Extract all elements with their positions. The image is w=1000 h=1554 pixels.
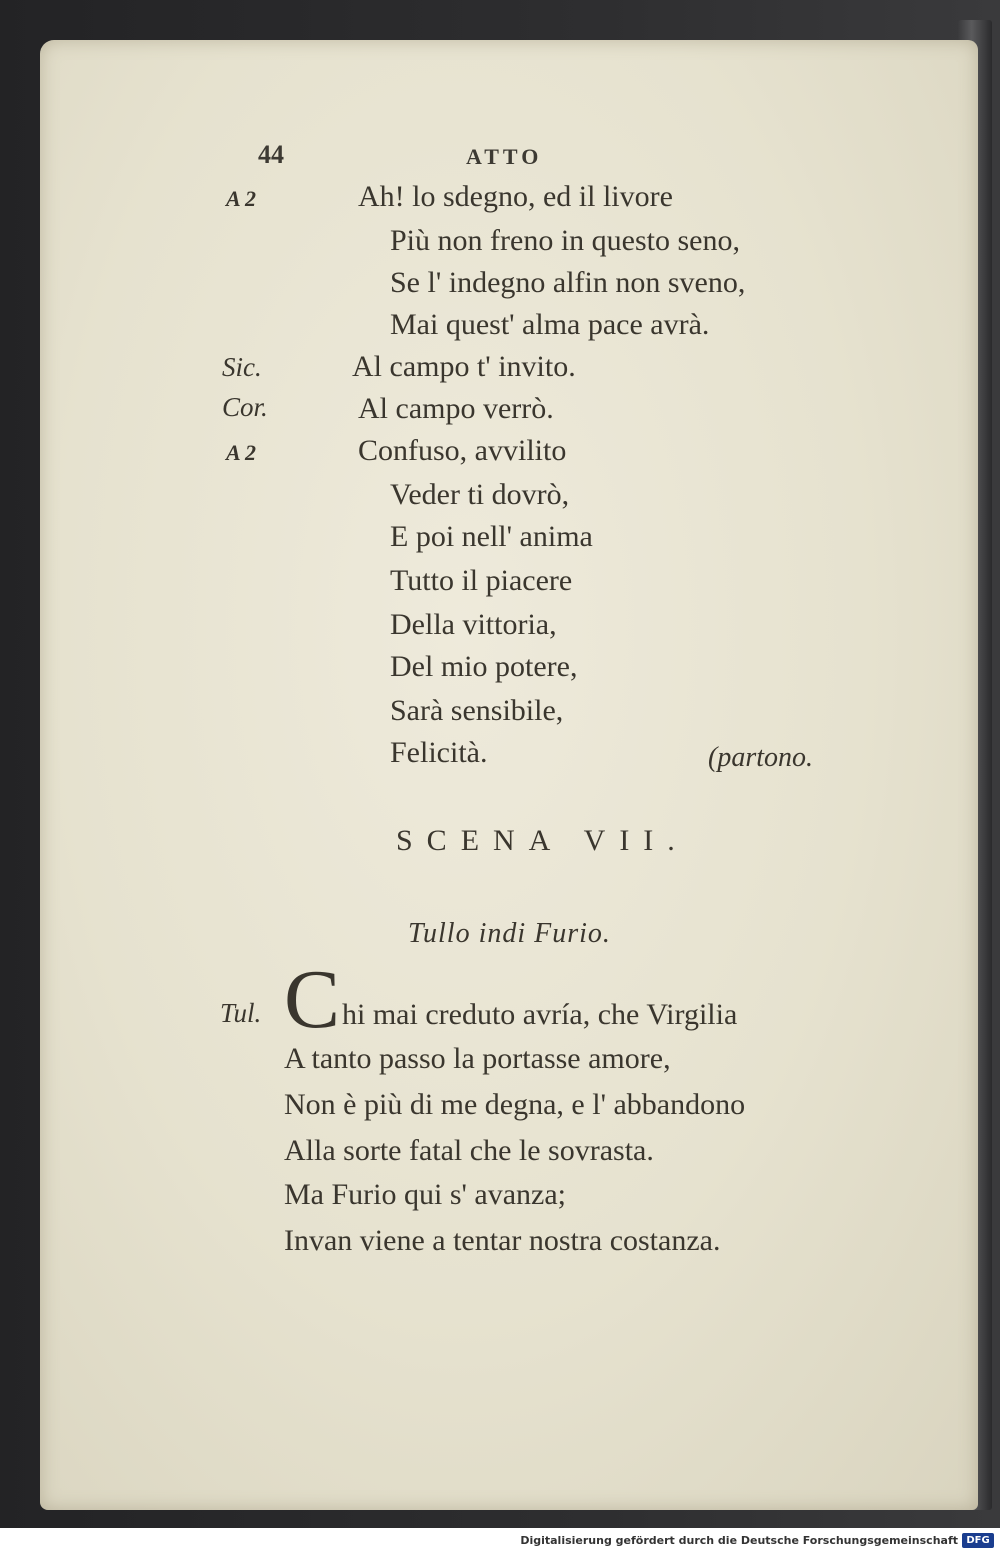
verse-line: Ah! lo sdegno, ed il livore — [358, 180, 673, 213]
verse-line: A tanto passo la portasse amore, — [284, 1042, 671, 1075]
stage-direction: (partono. — [708, 742, 813, 773]
verse-line: Più non freno in questo seno, — [390, 224, 740, 257]
scene-characters: Tullo indi Furio. — [408, 918, 611, 949]
verse-line: Felicità. — [390, 736, 488, 769]
speaker-label: A 2 — [226, 186, 256, 211]
verse-line: Confuso, avvilito — [358, 434, 567, 467]
page-number: 44 — [258, 140, 284, 169]
book-page — [40, 40, 978, 1510]
drop-cap: C — [284, 953, 341, 1046]
verse-line: Invan viene a tentar nostra costanza. — [284, 1224, 721, 1257]
verse-line: Al campo t' invito. — [352, 350, 576, 383]
verse-line: Tutto il piacere — [390, 564, 573, 597]
verse-line: Ma Furio qui s' avanza; — [284, 1178, 567, 1211]
speaker-label: Cor. — [222, 392, 268, 422]
verse-line: Del mio potere, — [390, 650, 578, 683]
verse-line: hi mai creduto avría, che Virgilia — [342, 998, 738, 1031]
verse-line: Sarà sensibile, — [390, 694, 564, 727]
verse-line: Mai quest' alma pace avrà. — [390, 308, 710, 341]
speaker-label: Tul. — [220, 998, 262, 1028]
footer-bar — [0, 1528, 1000, 1554]
verse-line: Al campo verrò. — [358, 392, 554, 425]
verse-line: E poi nell' anima — [390, 520, 593, 553]
verse-line: Della vittoria, — [390, 608, 557, 641]
dfg-logo-icon: DFG — [962, 1533, 994, 1548]
verse-line: Se l' indegno alfin non sveno, — [390, 266, 746, 299]
scene-title: SCENA VII. — [396, 824, 689, 857]
verse-line: Veder ti dovrò, — [390, 478, 570, 511]
running-head: ATTO — [466, 144, 543, 169]
speaker-label: A 2 — [226, 440, 256, 465]
speaker-label: Sic. — [222, 352, 262, 382]
verse-line: Non è più di me degna, e l' abbandono — [284, 1088, 746, 1121]
verse-line: Alla sorte fatal che le sovrasta. — [284, 1134, 654, 1167]
footer-credit: Digitalisierung gefördert durch die Deutsche Forschungsgemeinschaft — [520, 1534, 958, 1547]
